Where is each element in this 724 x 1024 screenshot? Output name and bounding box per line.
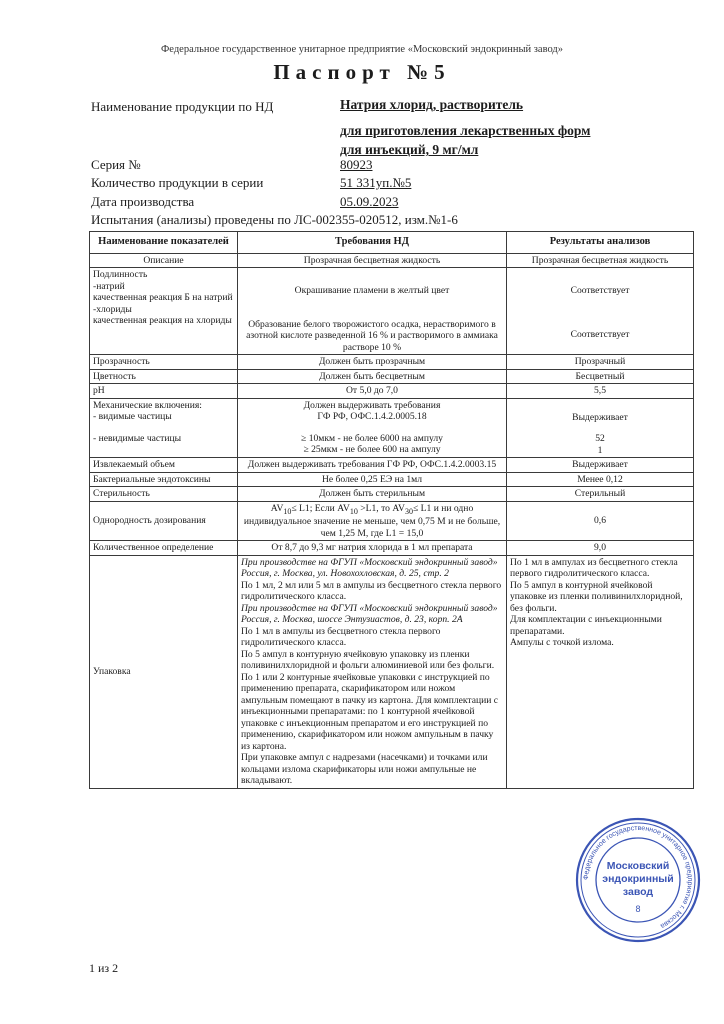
table-row xyxy=(90,487,694,502)
packaging-text: По 1 мл в ампулы из бесцветного стекла первого гидролитического класса. xyxy=(241,625,441,649)
row-result xyxy=(507,555,694,788)
date-value: 05.09.2023 xyxy=(340,194,399,209)
table-row xyxy=(90,541,694,556)
name-line: качественная реакция на хлориды xyxy=(93,315,232,327)
row-name: Цветность xyxy=(90,369,238,384)
product-name-line-1: Натрия хлорид, растворитель xyxy=(340,97,524,112)
result-sodium: Соответствует xyxy=(570,285,630,297)
packaging-result: Ампулы с точкой излома. xyxy=(510,637,614,649)
product-name-line-2: для приготовления лекарственных форм xyxy=(340,123,591,138)
table-row xyxy=(90,458,694,473)
company-seal xyxy=(574,816,702,944)
tests-line: Испытания (анализы) проведены по ЛС-002355-020512, изм.№1-6 xyxy=(91,212,458,227)
result-chlorides: Соответствует xyxy=(570,328,630,340)
row-requirement xyxy=(238,555,507,788)
row-requirement xyxy=(238,398,507,458)
row-name xyxy=(90,398,238,458)
row-name: Однородность дозирования xyxy=(90,501,238,541)
row-result: Бесцветный xyxy=(507,369,694,384)
packaging-text: При производстве на ФГУП «Московский эндокринный завод» Россия, г. Москва, шоссе Энтузиастов, д. 23, корп. 2А xyxy=(241,602,498,626)
table-row xyxy=(90,398,694,458)
table-row xyxy=(90,355,694,370)
uniformity-text: ≤ L1 и ни одно индивидуальное значение не меньше, чем 0,75 М и не больше, чем 1,25 М, где L1 = 15,0 xyxy=(243,502,501,539)
name-line: -хлориды xyxy=(93,303,132,315)
row-result: 5,5 xyxy=(507,384,694,399)
seal-number: 8 xyxy=(635,904,641,914)
row-name: Прозрачность xyxy=(90,355,238,370)
row-requirement: От 8,7 до 9,3 мг натрия хлорида в 1 мл препарата xyxy=(238,541,507,556)
row-name: Упаковка xyxy=(90,555,238,788)
packaging-text: При производстве на ФГУП «Московский эндокринный завод» Россия, г. Москва, ул. Новохохловская, д. 25, стр. 2 xyxy=(241,556,498,580)
row-requirement: От 5,0 до 7,0 xyxy=(238,384,507,399)
packaging-text: По 1 мл, 2 мл или 5 мл в ампулы из бесцветного стекла первого гидролитического класса. xyxy=(241,579,502,603)
header-requirements: Требования НД xyxy=(238,232,507,254)
row-requirement: Не более 0,25 ЕЭ на 1мл xyxy=(238,472,507,487)
packaging-text: По 5 ампул в контурную ячейковую упаковку из пленки поливинилхлоридной и фольги алюминиевой или без фольги. xyxy=(241,648,495,672)
name-line: - невидимые частицы xyxy=(93,432,182,444)
table-row xyxy=(90,253,694,268)
requirement-line: ≥ 10мкм - не более 6000 на ампулу xyxy=(301,432,443,444)
row-name: Стерильность xyxy=(90,487,238,502)
table-row xyxy=(90,501,694,541)
date-label: Дата производства xyxy=(91,194,195,209)
series-value: 80923 xyxy=(340,157,373,172)
uniformity-text: ≤ L1; Если AV xyxy=(291,502,350,514)
row-name: Количественное определение xyxy=(90,541,238,556)
table-header-row xyxy=(90,232,694,254)
header-indicator: Наименование показателей xyxy=(90,232,238,254)
row-result xyxy=(507,268,694,355)
name-line: Подлинность xyxy=(93,269,148,281)
result-25um: 1 xyxy=(597,444,603,456)
table-row xyxy=(90,472,694,487)
row-requirement: Должен выдерживать требования ГФ РФ, ОФС.1.4.2.0003.15 xyxy=(238,458,507,473)
row-name: Извлекаемый объем xyxy=(90,458,238,473)
name-line: Механические включения: xyxy=(93,399,202,411)
row-result: 0,6 xyxy=(507,501,694,541)
header-results: Результаты анализов xyxy=(507,232,694,254)
uniformity-subscript: 10 xyxy=(283,506,292,516)
row-result: Стерильный xyxy=(507,487,694,502)
seal-text-line-3: завод xyxy=(622,886,654,898)
requirement-sodium: Окрашивание пламени в желтый цвет xyxy=(294,285,450,297)
seal-text-line-1: Московский xyxy=(606,860,670,872)
row-name: pH xyxy=(90,384,238,399)
page-counter: 1 из 2 xyxy=(89,961,119,975)
uniformity-subscript: 10 xyxy=(349,506,358,516)
row-result: Выдерживает xyxy=(507,458,694,473)
uniformity-text: >L1, то AV xyxy=(357,502,405,514)
series-label: Серия № xyxy=(91,157,141,172)
packaging-result: По 5 ампул в контурной ячейковой упаковке из пленки поливинилхлоридной, без фольги. xyxy=(510,579,683,614)
table-row xyxy=(90,384,694,399)
specification-table xyxy=(89,231,694,789)
name-line: - видимые частицы xyxy=(93,411,172,423)
requirement-line: ≥ 25мкм - не более 600 на ампулу xyxy=(303,444,441,456)
packaging-text: По 1 или 2 контурные ячейковые упаковки с инструкцией по применению препарата, скарификатором или ножом ампульным помещают в пачку из картона. Для комплектации с инъекционными препаратами: по 1 контурной ячейковой упаковке с инъекционным препаратом и его инструкцией по применению, скарификатором или ножом ампульным в пачку из картона. xyxy=(241,671,499,752)
row-requirement xyxy=(238,501,507,541)
row-result xyxy=(507,398,694,458)
result-10um: 52 xyxy=(595,433,605,445)
quantity-label: Количество продукции в серии xyxy=(91,175,264,190)
requirement-line: ГФ РФ, ОФС.1.4.2.0005.18 xyxy=(317,411,427,423)
row-name xyxy=(90,268,238,355)
uniformity-subscript: 30 xyxy=(404,506,413,516)
table-row xyxy=(90,369,694,384)
requirement-line: Должен выдерживать требования xyxy=(303,399,441,411)
requirement-chlorides: Образование белого творожистого осадка, нерастворимого в азотной кислоте разведенной 16 % и растворимого в аммиака растворе 10 % xyxy=(246,318,498,353)
row-requirement xyxy=(238,268,507,355)
result-visible: Выдерживает xyxy=(572,411,628,423)
row-result: Менее 0,12 xyxy=(507,472,694,487)
row-result: Прозрачный xyxy=(507,355,694,370)
row-requirement: Должен быть бесцветным xyxy=(238,369,507,384)
product-label: Наименование продукции по НД xyxy=(91,99,274,114)
name-line: -натрий xyxy=(93,280,125,292)
table-row xyxy=(90,268,694,355)
product-name-line-3: для инъекций, 9 мг/мл xyxy=(340,142,479,157)
seal-ring-textpath: Федеральное государственное унитарное предприятие г. Москва xyxy=(582,824,694,930)
name-line: качественная реакция Б на натрий xyxy=(93,292,233,304)
row-name: Описание xyxy=(90,253,238,268)
quantity-value: 51 331уп.№5 xyxy=(340,175,412,190)
row-requirement: Должен быть прозрачным xyxy=(238,355,507,370)
table-row xyxy=(90,555,694,788)
organization-header: Федеральное государственное унитарное предприятие «Московский эндокринный завод» xyxy=(161,44,563,55)
packaging-result: Для комплектации с инъекционными препаратами. xyxy=(510,614,662,637)
uniformity-text: AV xyxy=(270,502,284,514)
row-result: 9,0 xyxy=(507,541,694,556)
page-title: Паспорт №5 xyxy=(273,60,451,84)
packaging-result: По 1 мл в ампулах из бесцветного стекла первого гидролитического класса. xyxy=(510,556,678,580)
row-name: Бактериальные эндотоксины xyxy=(90,472,238,487)
row-requirement: Прозрачная бесцветная жидкость xyxy=(238,253,507,268)
row-requirement: Должен быть стерильным xyxy=(238,487,507,502)
packaging-text: При упаковке ампул с надрезами (насечками) и точками или кольцами излома скарификаторы или ножи ампульные не вкладывают. xyxy=(241,752,488,787)
seal-text-line-2: эндокринный xyxy=(602,873,674,885)
row-result: Прозрачная бесцветная жидкость xyxy=(507,253,694,268)
